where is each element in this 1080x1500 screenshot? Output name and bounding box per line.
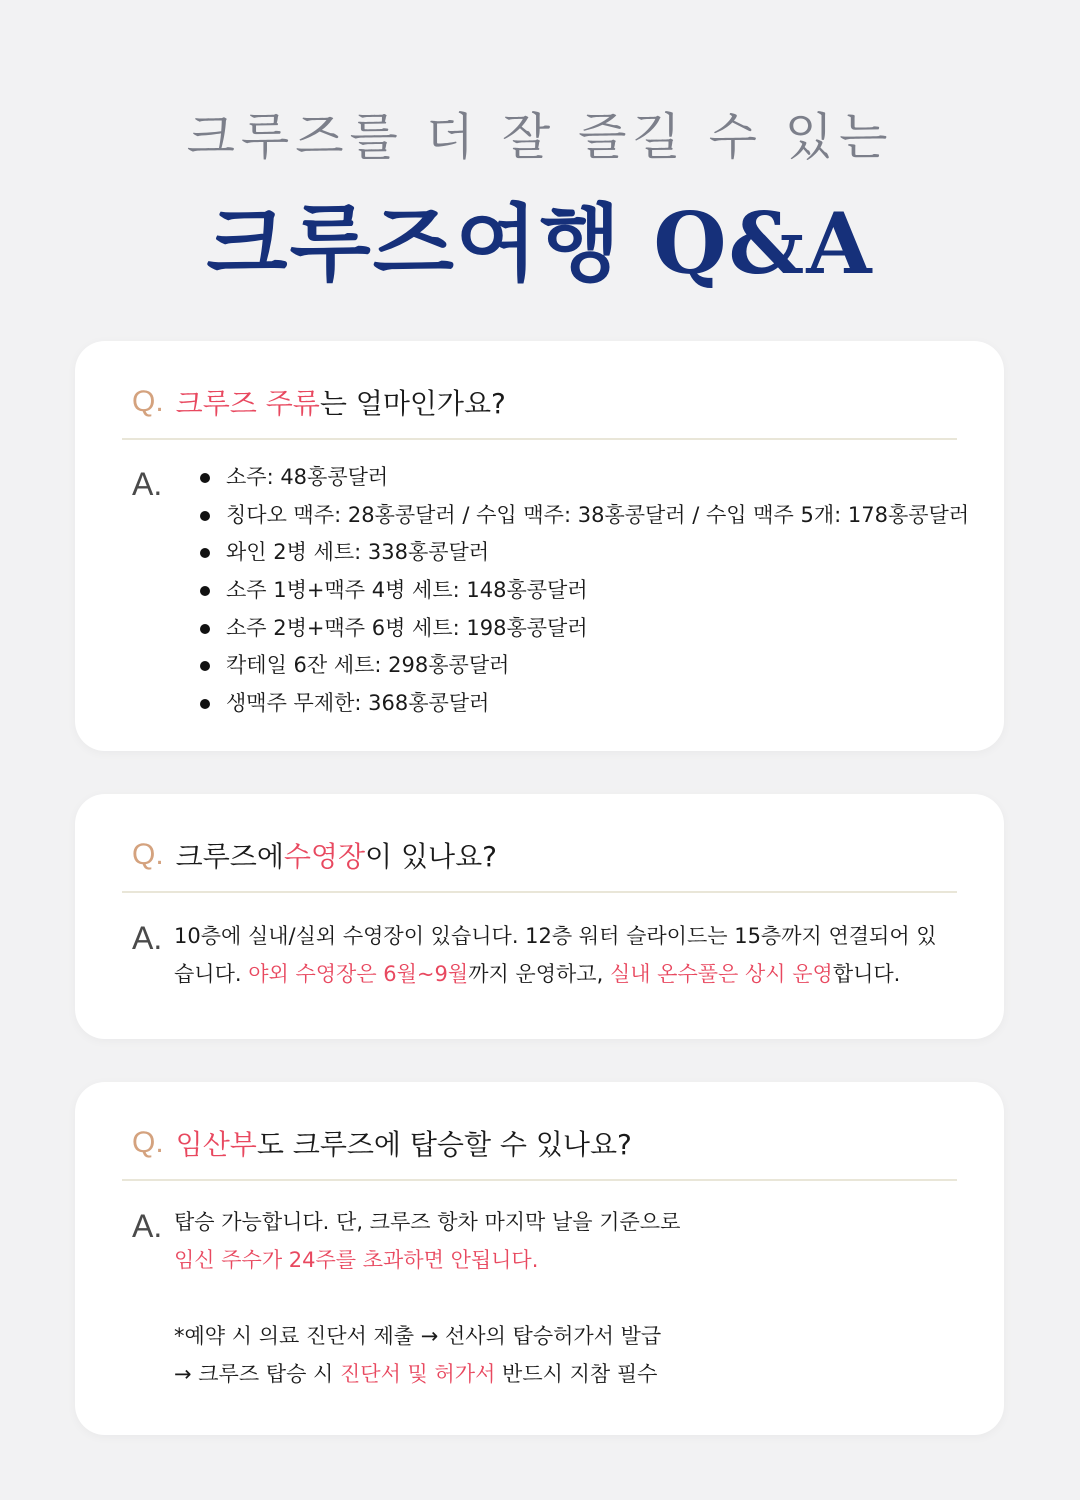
list-item: 소주 2병+맥주 6병 세트: 198홍콩달러 <box>200 610 969 648</box>
question-highlight: 크루즈 주류 <box>175 387 320 420</box>
answer-line: 10층에 실내/실외 수영장이 있습니다. 12층 워터 슬라이드는 15층까지 연결되어 있 <box>174 924 937 948</box>
question-text-pre: 크루즈에 <box>175 840 284 873</box>
page-title: 크루즈여행 Q&A <box>206 194 874 293</box>
list-item: 칵테일 6잔 세트: 298홍콩달러 <box>200 647 969 685</box>
divider <box>122 891 957 893</box>
answer-line: 습니다. 야외 수영장은 6월~9월까지 운영하고, 실내 온수풀은 상시 운영합니다. <box>174 962 901 986</box>
list-item: 생맥주 무제한: 368홍콩달러 <box>200 685 969 723</box>
question <box>132 377 506 427</box>
page-subtitle: 크루즈를 더 잘 즐길 수 있는 <box>186 108 894 166</box>
answer-text <box>174 1203 680 1393</box>
spacer <box>174 1279 680 1317</box>
question-highlight: 임산부 <box>175 1128 257 1161</box>
question-text: 이 있나요? <box>365 840 497 873</box>
q-mark: Q. <box>132 1126 164 1159</box>
answer-highlight: 야외 수영장은 6월~9월 <box>248 962 469 986</box>
a-mark: A. <box>132 466 163 502</box>
page-header <box>0 0 1080 294</box>
faq-card-pool <box>75 794 1004 1039</box>
answer-highlight: 진단서 및 허가서 <box>340 1362 496 1386</box>
bullet-icon <box>200 586 210 596</box>
answer-list <box>200 459 969 723</box>
divider <box>122 438 957 440</box>
note-line: *예약 시 의료 진단서 제출 → 선사의 탑승허가서 발급 <box>174 1324 662 1348</box>
answer-text <box>174 917 937 993</box>
faq-card-pregnancy <box>75 1082 1004 1435</box>
list-item: 칭다오 맥주: 28홍콩달러 / 수입 맥주: 38홍콩달러 / 수입 맥주 5개: 178홍콩달러 <box>200 497 969 535</box>
question <box>132 830 497 880</box>
bullet-icon <box>200 548 210 558</box>
bullet-icon <box>200 661 210 671</box>
a-mark: A. <box>132 1208 163 1244</box>
list-item: 와인 2병 세트: 338홍콩달러 <box>200 534 969 572</box>
bullet-icon <box>200 699 210 709</box>
bullet-icon <box>200 624 210 634</box>
list-item: 소주: 48홍콩달러 <box>200 459 969 497</box>
answer-highlight: 임신 주수가 24주를 초과하면 안됩니다. <box>174 1248 539 1272</box>
q-mark: Q. <box>132 838 164 871</box>
question-text: 는 얼마인가요? <box>319 387 506 420</box>
bullet-icon <box>200 511 210 521</box>
question-text: 도 크루즈에 탑승할 수 있나요? <box>256 1128 632 1161</box>
note-line: → 크루즈 탑승 시 진단서 및 허가서 반드시 지참 필수 <box>174 1362 658 1386</box>
answer-highlight: 실내 온수풀은 상시 운영 <box>609 962 833 986</box>
a-mark: A. <box>132 920 163 956</box>
question-highlight: 수영장 <box>283 840 366 873</box>
question <box>132 1118 632 1168</box>
answer-line: 탑승 가능합니다. 단, 크루즈 항차 마지막 날을 기준으로 <box>174 1210 681 1234</box>
bullet-icon <box>200 473 210 483</box>
q-mark: Q. <box>132 385 164 418</box>
list-item: 소주 1병+맥주 4병 세트: 148홍콩달러 <box>200 572 969 610</box>
faq-card-drinks <box>75 341 1004 751</box>
divider <box>122 1179 957 1181</box>
